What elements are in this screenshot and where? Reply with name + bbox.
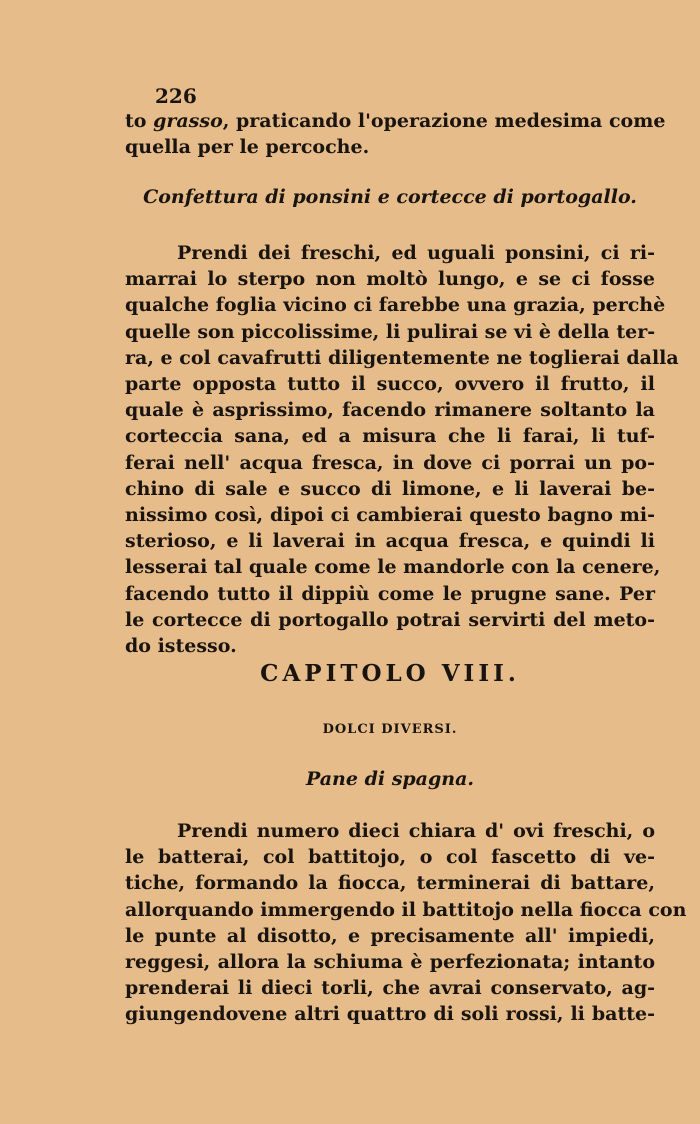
- text-line: Prendi dei freschi, ed uguali ponsini, ci ri-: [177, 242, 655, 264]
- chapter-title: CAPITOLO VIII.: [260, 660, 520, 687]
- intro-line-1: to grasso, praticando l'operazione medesima come: [125, 110, 666, 132]
- paragraph-confettura: [125, 240, 679, 659]
- text-line: le punte al disotto, e precisamente all' impiedi,: [125, 924, 655, 947]
- text-line: facendo tutto il dippiù come le prugne sane. Per: [125, 582, 655, 605]
- paragraph-pane-di-spagna: [125, 818, 687, 1028]
- text-line: le batterai, col battitojo, o col fascetto di ve-: [125, 846, 655, 869]
- text-line: sterioso, e li laverai in acqua fresca, e quindi li: [125, 530, 655, 553]
- text-line: giungendovene altri quattro di soli rossi, li batte-: [125, 1003, 655, 1026]
- text-line: reggesi, allora la schiuma è perfezionata; intanto: [125, 951, 655, 974]
- text-line: prenderai li dieci torli, che avrai conservato, ag-: [125, 977, 655, 1000]
- text-line: tiche, formando la fiocca, terminerai di battare,: [125, 872, 655, 895]
- text-line: chino di sale e succo di limone, e li laverai be-: [125, 477, 655, 500]
- text-line: le cortecce di portogallo potrai servirti del meto-: [125, 608, 655, 631]
- text-line: corteccia sana, ed a misura che li farai, li tuf-: [125, 425, 655, 448]
- text-line: allorquando immergendo il battitojo nella fiocca con: [125, 898, 687, 921]
- text-line: marrai lo sterpo non moltò lungo, e se ci fosse: [125, 268, 655, 291]
- text-line: ra, e col cavafrutti diligentemente ne toglierai dalla: [125, 346, 679, 369]
- intro-paragraph: [125, 108, 666, 160]
- section-title-pane-di-spagna: Pane di spagna.: [305, 768, 475, 790]
- intro-line-2: quella per le percoche.: [125, 136, 370, 159]
- section-title-confettura: Confettura di ponsini e cortecce di portogallo.: [143, 186, 637, 208]
- text-line: qualche foglia vicino ci farebbe una grazia, perchè: [125, 294, 666, 317]
- text-line: Prendi numero dieci chiara d' ovi freschi, o: [177, 820, 655, 842]
- chapter-subtitle: DOLCI DIVERSI.: [322, 722, 458, 737]
- text-line: ferai nell' acqua fresca, in dove ci porrai un po-: [125, 451, 655, 474]
- page-number: 226: [155, 84, 197, 108]
- text-line: quale è asprissimo, facendo rimanere soltanto la: [125, 399, 655, 422]
- text-line: quelle son piccolissime, li pulirai se vi è della ter-: [125, 320, 656, 343]
- text-line: nissimo così, dipoi ci cambierai questo bagno mi-: [125, 504, 655, 527]
- text-line: parte opposta tutto il succo, ovvero il frutto, il: [125, 373, 655, 396]
- text-line: do istesso.: [125, 635, 237, 658]
- text-line: lesserai tal quale come le mandorle con la cenere,: [125, 556, 661, 579]
